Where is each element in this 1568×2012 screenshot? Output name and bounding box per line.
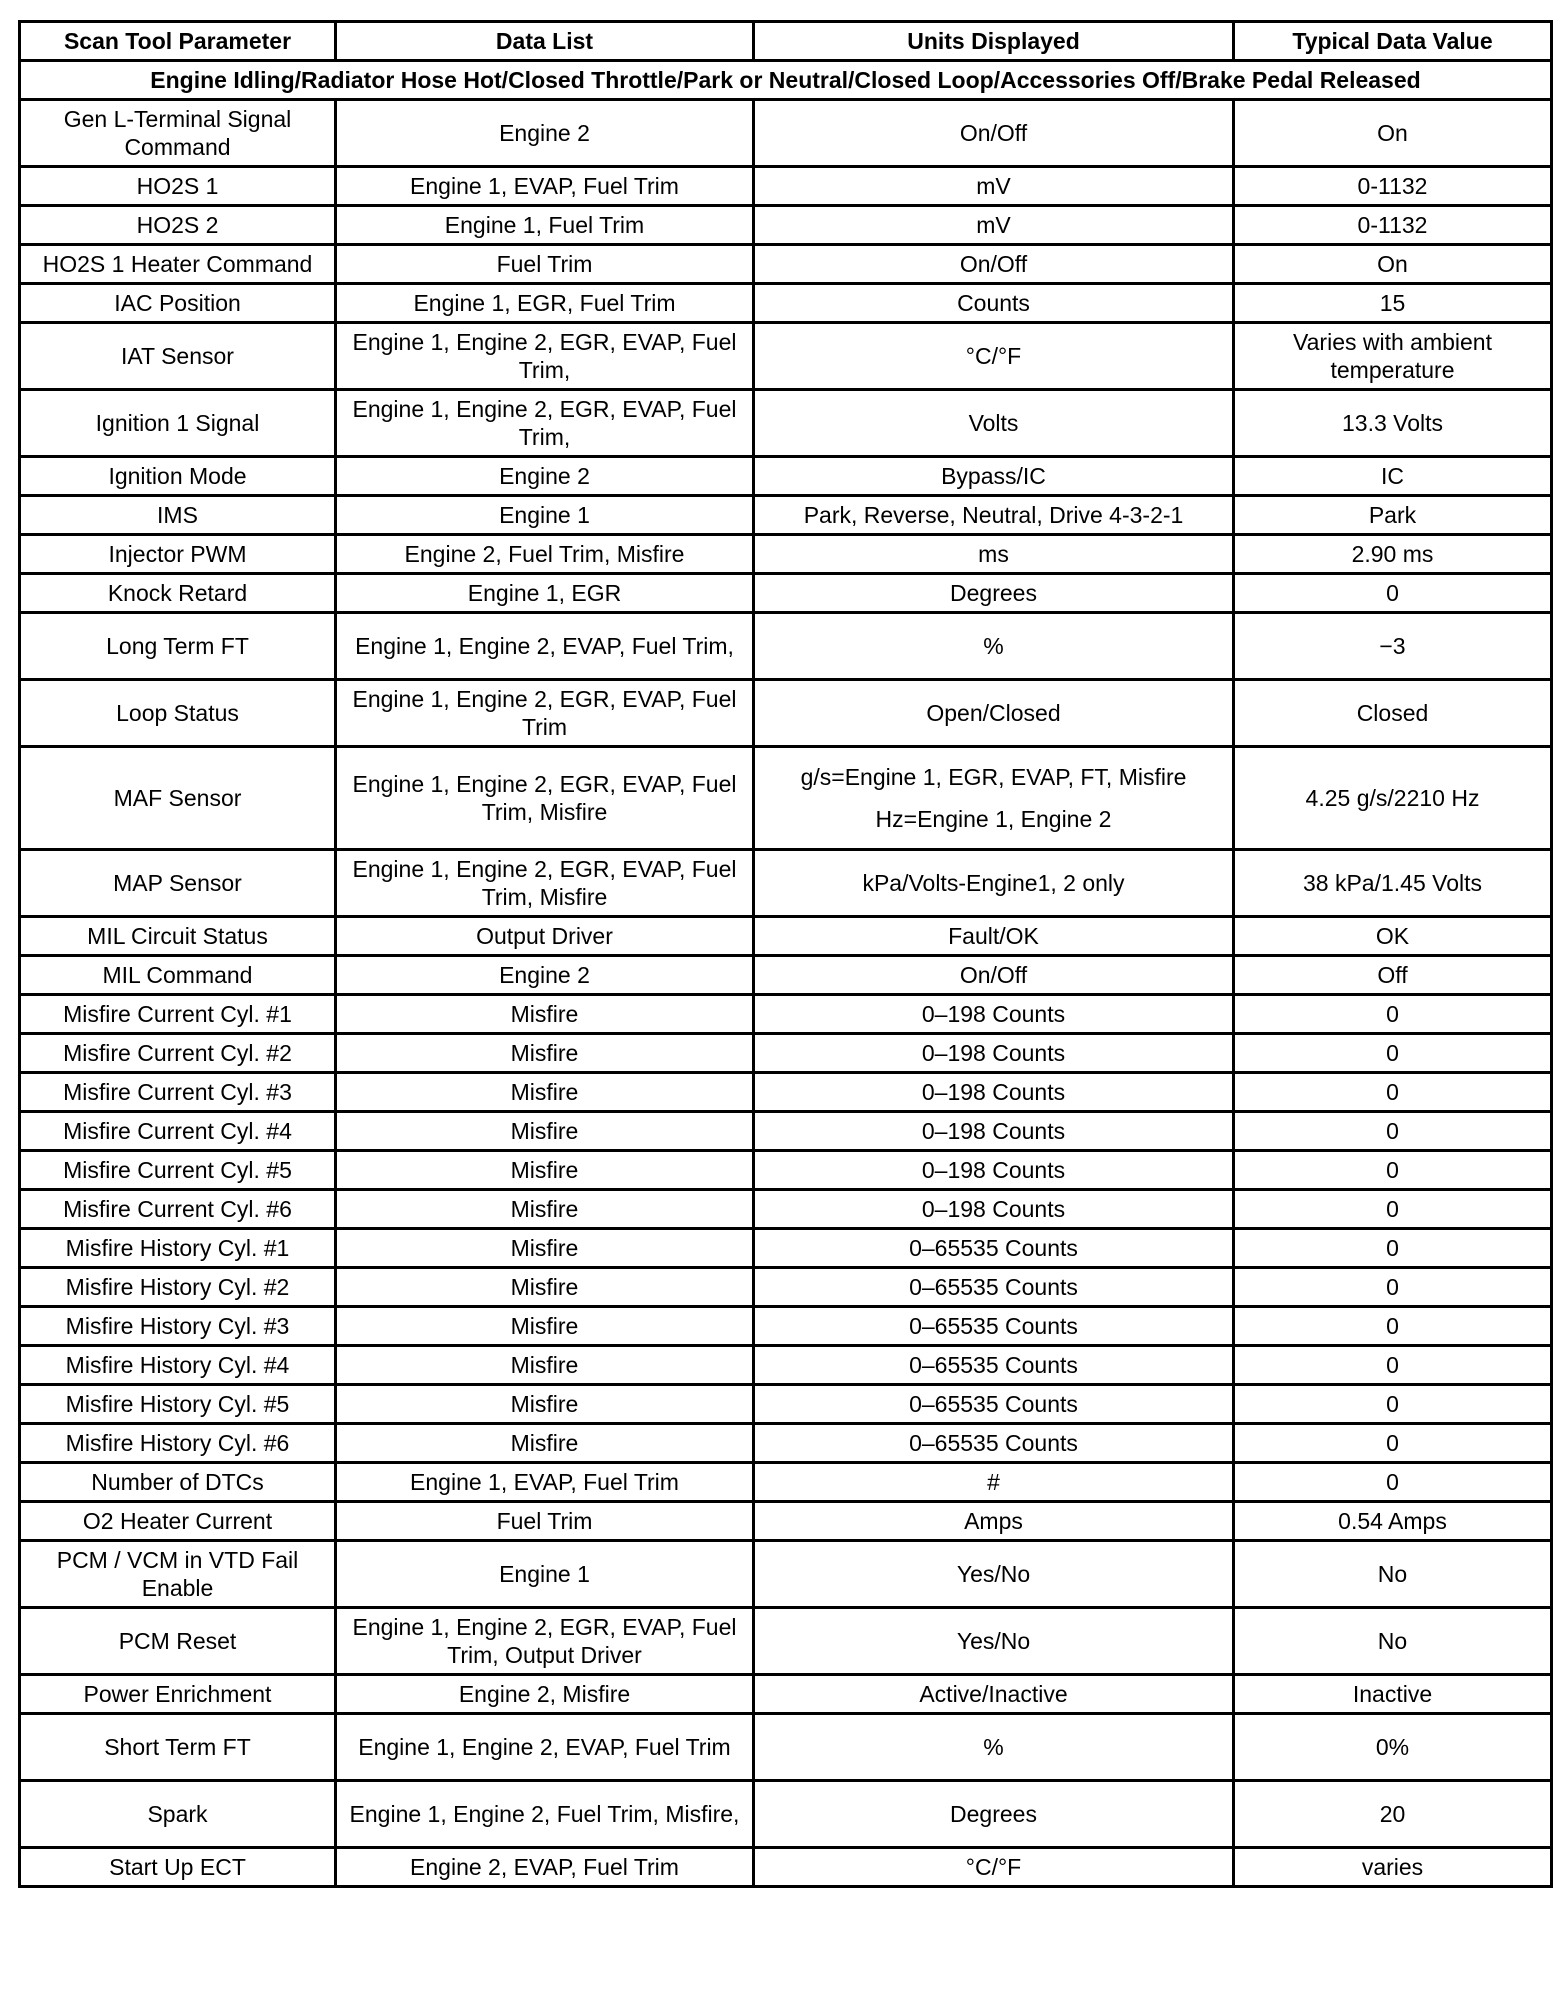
- units-cell: 0–65535 Counts: [754, 1346, 1234, 1385]
- table-row: [20, 1781, 1552, 1848]
- typical-value-cell: On: [1234, 100, 1552, 167]
- data-list-cell: Engine 1: [336, 496, 754, 535]
- data-list-cell: Engine 1, EGR: [336, 574, 754, 613]
- typical-value-cell: 0: [1234, 1307, 1552, 1346]
- data-list-cell: Misfire: [336, 1151, 754, 1190]
- units-cell: °C/°F: [754, 323, 1234, 390]
- typical-value-cell: 15: [1234, 284, 1552, 323]
- typical-value-cell: 38 kPa/1.45 Volts: [1234, 850, 1552, 917]
- data-list-cell: Engine 1, Engine 2, EGR, EVAP, Fuel Trim,: [336, 323, 754, 390]
- units-cell: Amps: [754, 1502, 1234, 1541]
- units-cell: °C/°F: [754, 1848, 1234, 1887]
- table-row: [20, 1346, 1552, 1385]
- typical-value-cell: varies: [1234, 1848, 1552, 1887]
- table-row: [20, 680, 1552, 747]
- parameter-cell: Knock Retard: [20, 574, 336, 613]
- data-list-cell: Misfire: [336, 1112, 754, 1151]
- table-row: [20, 323, 1552, 390]
- data-list-cell: Misfire: [336, 1424, 754, 1463]
- data-list-cell: Misfire: [336, 1034, 754, 1073]
- units-cell: 0–65535 Counts: [754, 1424, 1234, 1463]
- typical-value-cell: 0: [1234, 574, 1552, 613]
- typical-value-cell: Off: [1234, 956, 1552, 995]
- units-cell: 0–65535 Counts: [754, 1385, 1234, 1424]
- typical-value-cell: IC: [1234, 457, 1552, 496]
- data-list-cell: Misfire: [336, 995, 754, 1034]
- header-units: Units Displayed: [754, 22, 1234, 61]
- typical-value-cell: 0: [1234, 1229, 1552, 1268]
- data-list-cell: Misfire: [336, 1346, 754, 1385]
- data-list-cell: Misfire: [336, 1385, 754, 1424]
- data-list-cell: Misfire: [336, 1229, 754, 1268]
- units-cell: Park, Reverse, Neutral, Drive 4-3-2-1: [754, 496, 1234, 535]
- parameter-cell: PCM Reset: [20, 1608, 336, 1675]
- scan-tool-data-table: [18, 20, 1553, 1888]
- typical-value-cell: 0.54 Amps: [1234, 1502, 1552, 1541]
- units-cell: On/Off: [754, 956, 1234, 995]
- table-row: [20, 995, 1552, 1034]
- table-row: [20, 496, 1552, 535]
- test-condition-row: [20, 61, 1552, 100]
- table-row: [20, 1112, 1552, 1151]
- typical-value-cell: 4.25 g/s/2210 Hz: [1234, 747, 1552, 850]
- units-cell: mV: [754, 206, 1234, 245]
- parameter-cell: PCM / VCM in VTD Fail Enable: [20, 1541, 336, 1608]
- units-cell: Fault/OK: [754, 917, 1234, 956]
- units-cell: [754, 747, 1234, 850]
- typical-value-cell: 2.90 ms: [1234, 535, 1552, 574]
- units-cell: 0–198 Counts: [754, 1034, 1234, 1073]
- table-row: [20, 1034, 1552, 1073]
- units-cell: Counts: [754, 284, 1234, 323]
- parameter-cell: Misfire Current Cyl. #4: [20, 1112, 336, 1151]
- units-cell: 0–65535 Counts: [754, 1268, 1234, 1307]
- parameter-cell: Misfire Current Cyl. #3: [20, 1073, 336, 1112]
- units-cell: mV: [754, 167, 1234, 206]
- table-row: [20, 613, 1552, 680]
- units-cell: #: [754, 1463, 1234, 1502]
- parameter-cell: Misfire Current Cyl. #6: [20, 1190, 336, 1229]
- typical-value-cell: −3: [1234, 613, 1552, 680]
- units-cell: Yes/No: [754, 1608, 1234, 1675]
- header-data-list: Data List: [336, 22, 754, 61]
- parameter-cell: Misfire Current Cyl. #2: [20, 1034, 336, 1073]
- table-row: [20, 1151, 1552, 1190]
- typical-value-cell: No: [1234, 1541, 1552, 1608]
- data-list-cell: Misfire: [336, 1190, 754, 1229]
- parameter-cell: Misfire History Cyl. #2: [20, 1268, 336, 1307]
- units-cell: 0–198 Counts: [754, 1151, 1234, 1190]
- parameter-cell: Misfire Current Cyl. #5: [20, 1151, 336, 1190]
- data-list-cell: Misfire: [336, 1268, 754, 1307]
- data-list-cell: Misfire: [336, 1307, 754, 1346]
- table-row: [20, 1675, 1552, 1714]
- table-row: [20, 245, 1552, 284]
- typical-value-cell: 13.3 Volts: [1234, 390, 1552, 457]
- typical-value-cell: 0-1132: [1234, 167, 1552, 206]
- test-condition: Engine Idling/Radiator Hose Hot/Closed Throttle/Park or Neutral/Closed Loop/Accessories Off/Brake Pedal Released: [20, 61, 1552, 100]
- data-list-cell: Engine 2: [336, 100, 754, 167]
- typical-value-cell: 0: [1234, 1034, 1552, 1073]
- parameter-cell: Misfire History Cyl. #3: [20, 1307, 336, 1346]
- typical-value-cell: No: [1234, 1608, 1552, 1675]
- units-cell: 0–65535 Counts: [754, 1307, 1234, 1346]
- parameter-cell: Misfire Current Cyl. #1: [20, 995, 336, 1034]
- parameter-cell: Power Enrichment: [20, 1675, 336, 1714]
- data-list-cell: Engine 1, EVAP, Fuel Trim: [336, 1463, 754, 1502]
- parameter-cell: Number of DTCs: [20, 1463, 336, 1502]
- table-row: [20, 284, 1552, 323]
- data-list-cell: Engine 1, EGR, Fuel Trim: [336, 284, 754, 323]
- typical-value-cell: On: [1234, 245, 1552, 284]
- parameter-cell: Ignition 1 Signal: [20, 390, 336, 457]
- parameter-cell: Short Term FT: [20, 1714, 336, 1781]
- typical-value-cell: 0: [1234, 1151, 1552, 1190]
- table-row: [20, 100, 1552, 167]
- parameter-cell: Gen L-Terminal Signal Command: [20, 100, 336, 167]
- table-row: [20, 1608, 1552, 1675]
- table-row: [20, 917, 1552, 956]
- data-list-cell: Engine 1, Fuel Trim: [336, 206, 754, 245]
- parameter-cell: Injector PWM: [20, 535, 336, 574]
- data-list-cell: Engine 2, Fuel Trim, Misfire: [336, 535, 754, 574]
- table-row: [20, 1502, 1552, 1541]
- table-row: [20, 1190, 1552, 1229]
- units-cell: %: [754, 1714, 1234, 1781]
- data-list-cell: Fuel Trim: [336, 1502, 754, 1541]
- table-row: [20, 1307, 1552, 1346]
- table-row: [20, 1424, 1552, 1463]
- data-list-cell: Engine 1, Engine 2, EGR, EVAP, Fuel Trim: [336, 680, 754, 747]
- typical-value-cell: 0: [1234, 1268, 1552, 1307]
- parameter-cell: HO2S 2: [20, 206, 336, 245]
- units-cell: %: [754, 613, 1234, 680]
- data-list-cell: Engine 1, Engine 2, EGR, EVAP, Fuel Trim, Output Driver: [336, 1608, 754, 1675]
- units-line: Hz=Engine 1, Engine 2: [875, 806, 1112, 832]
- parameter-cell: Long Term FT: [20, 613, 336, 680]
- table-row: [20, 167, 1552, 206]
- units-cell: Active/Inactive: [754, 1675, 1234, 1714]
- typical-value-cell: Park: [1234, 496, 1552, 535]
- typical-value-cell: 20: [1234, 1781, 1552, 1848]
- typical-value-cell: 0: [1234, 1190, 1552, 1229]
- table-row: [20, 956, 1552, 995]
- data-list-cell: Engine 1, Engine 2, EGR, EVAP, Fuel Trim, Misfire: [336, 850, 754, 917]
- table-row: [20, 1229, 1552, 1268]
- table-row: [20, 1541, 1552, 1608]
- typical-value-cell: 0: [1234, 1346, 1552, 1385]
- units-cell: Degrees: [754, 1781, 1234, 1848]
- data-list-cell: Engine 1, Engine 2, EGR, EVAP, Fuel Trim,: [336, 390, 754, 457]
- units-cell: Yes/No: [754, 1541, 1234, 1608]
- data-list-cell: Engine 1, Engine 2, EGR, EVAP, Fuel Trim, Misfire: [336, 747, 754, 850]
- parameter-cell: Misfire History Cyl. #6: [20, 1424, 336, 1463]
- parameter-cell: Loop Status: [20, 680, 336, 747]
- typical-value-cell: 0: [1234, 1424, 1552, 1463]
- typical-value-cell: 0: [1234, 1463, 1552, 1502]
- table-row: [20, 1463, 1552, 1502]
- parameter-cell: MIL Command: [20, 956, 336, 995]
- data-list-cell: Engine 2, EVAP, Fuel Trim: [336, 1848, 754, 1887]
- data-list-cell: Engine 2: [336, 956, 754, 995]
- parameter-cell: Misfire History Cyl. #1: [20, 1229, 336, 1268]
- units-cell: ms: [754, 535, 1234, 574]
- data-list-cell: Output Driver: [336, 917, 754, 956]
- typical-value-cell: Closed: [1234, 680, 1552, 747]
- units-cell: Volts: [754, 390, 1234, 457]
- units-cell: 0–65535 Counts: [754, 1229, 1234, 1268]
- parameter-cell: HO2S 1 Heater Command: [20, 245, 336, 284]
- table-row: [20, 206, 1552, 245]
- units-cell: Bypass/IC: [754, 457, 1234, 496]
- header-parameter: Scan Tool Parameter: [20, 22, 336, 61]
- typical-value-cell: 0: [1234, 1112, 1552, 1151]
- typical-value-cell: 0: [1234, 995, 1552, 1034]
- table-row: [20, 1714, 1552, 1781]
- table-row: [20, 574, 1552, 613]
- units-cell: On/Off: [754, 245, 1234, 284]
- parameter-cell: Misfire History Cyl. #5: [20, 1385, 336, 1424]
- typical-value-cell: 0: [1234, 1073, 1552, 1112]
- parameter-cell: MAF Sensor: [20, 747, 336, 850]
- parameter-cell: MIL Circuit Status: [20, 917, 336, 956]
- parameter-cell: Start Up ECT: [20, 1848, 336, 1887]
- parameter-cell: Spark: [20, 1781, 336, 1848]
- typical-value-cell: 0-1132: [1234, 206, 1552, 245]
- units-cell: 0–198 Counts: [754, 1073, 1234, 1112]
- data-list-cell: Misfire: [336, 1073, 754, 1112]
- units-line: g/s=Engine 1, EGR, EVAP, FT, Misfire: [800, 764, 1187, 790]
- data-list-cell: Fuel Trim: [336, 245, 754, 284]
- typical-value-cell: 0%: [1234, 1714, 1552, 1781]
- units-cell: kPa/Volts-Engine1, 2 only: [754, 850, 1234, 917]
- typical-value-cell: Inactive: [1234, 1675, 1552, 1714]
- table-row: [20, 1268, 1552, 1307]
- table-row: [20, 1385, 1552, 1424]
- parameter-cell: Misfire History Cyl. #4: [20, 1346, 336, 1385]
- typical-value-cell: Varies with ambient temperature: [1234, 323, 1552, 390]
- data-list-cell: Engine 1, Engine 2, EVAP, Fuel Trim,: [336, 613, 754, 680]
- table-row: [20, 390, 1552, 457]
- data-list-cell: Engine 1, Engine 2, EVAP, Fuel Trim: [336, 1714, 754, 1781]
- parameter-cell: IAT Sensor: [20, 323, 336, 390]
- data-list-cell: Engine 1, EVAP, Fuel Trim: [336, 167, 754, 206]
- data-list-cell: Engine 2, Misfire: [336, 1675, 754, 1714]
- header-typical-value: Typical Data Value: [1234, 22, 1552, 61]
- units-cell: 0–198 Counts: [754, 995, 1234, 1034]
- table-row: [20, 747, 1552, 850]
- header-row: [20, 22, 1552, 61]
- parameter-cell: IAC Position: [20, 284, 336, 323]
- table-row: [20, 1848, 1552, 1887]
- parameter-cell: MAP Sensor: [20, 850, 336, 917]
- typical-value-cell: 0: [1234, 1385, 1552, 1424]
- typical-value-cell: OK: [1234, 917, 1552, 956]
- units-cell: On/Off: [754, 100, 1234, 167]
- parameter-cell: HO2S 1: [20, 167, 336, 206]
- table-row: [20, 1073, 1552, 1112]
- units-cell: Open/Closed: [754, 680, 1234, 747]
- parameter-cell: Ignition Mode: [20, 457, 336, 496]
- data-list-cell: Engine 1, Engine 2, Fuel Trim, Misfire,: [336, 1781, 754, 1848]
- table-row: [20, 457, 1552, 496]
- data-list-cell: Engine 2: [336, 457, 754, 496]
- table-row: [20, 535, 1552, 574]
- units-cell: 0–198 Counts: [754, 1190, 1234, 1229]
- table-row: [20, 850, 1552, 917]
- data-list-cell: Engine 1: [336, 1541, 754, 1608]
- parameter-cell: O2 Heater Current: [20, 1502, 336, 1541]
- units-cell: 0–198 Counts: [754, 1112, 1234, 1151]
- parameter-cell: IMS: [20, 496, 336, 535]
- units-cell: Degrees: [754, 574, 1234, 613]
